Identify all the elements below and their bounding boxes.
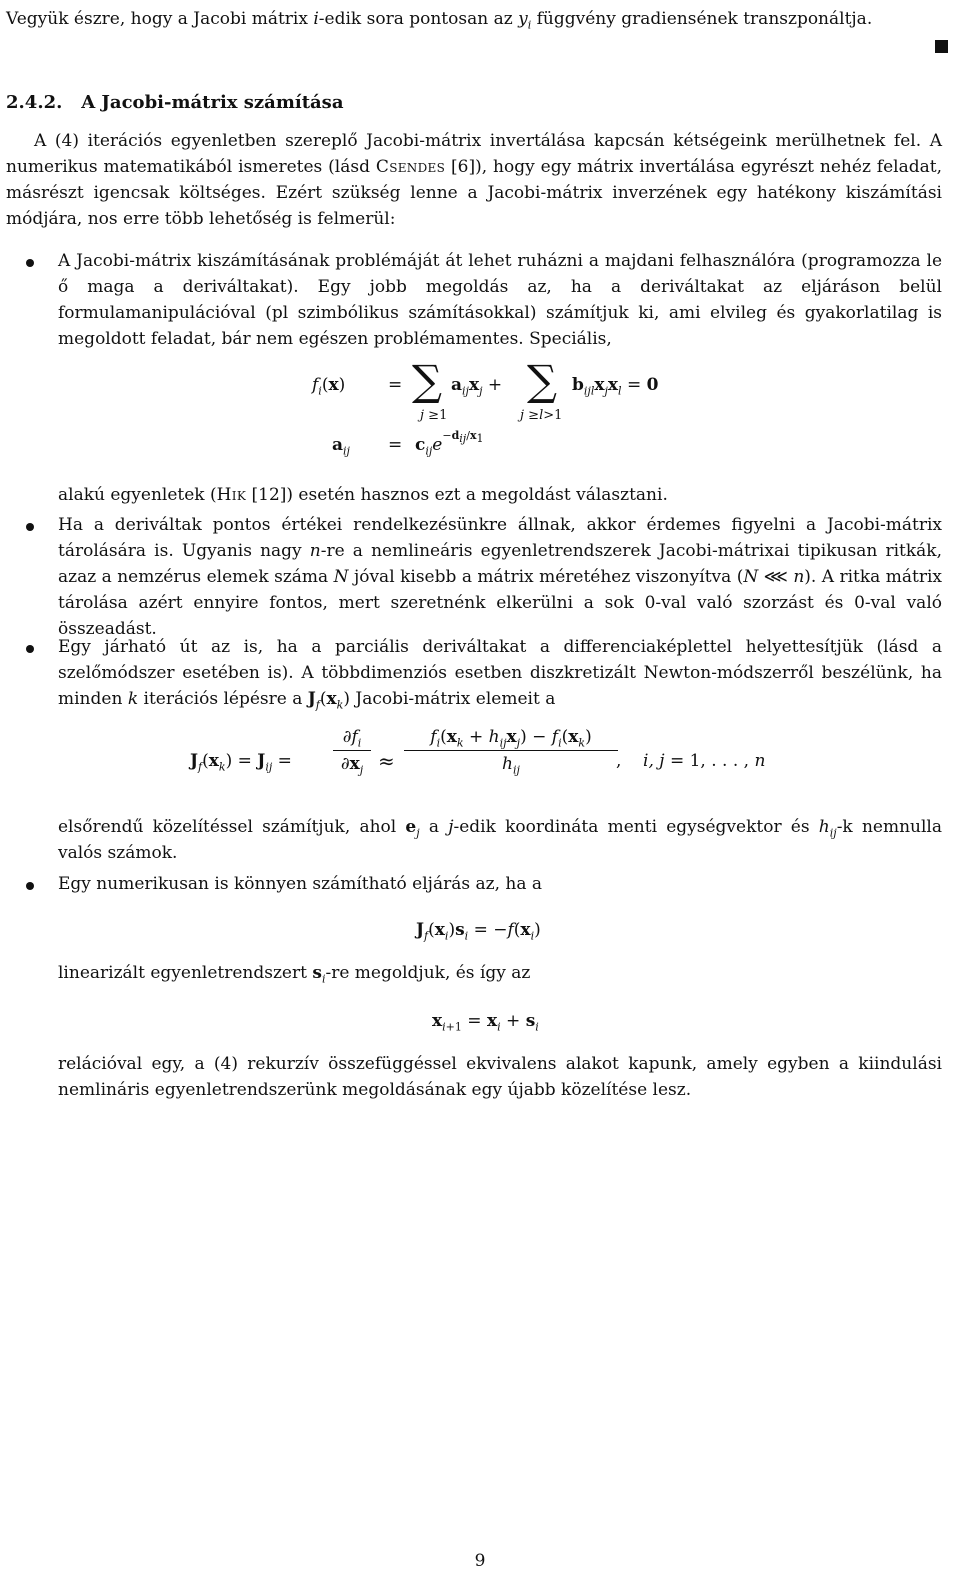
bullet-icon (26, 523, 34, 531)
eq-term-a: $a_{ij}x_j$ + (451, 375, 503, 398)
page-number: 9 (474, 1551, 486, 1571)
section-title: A Jacobi-mátrix számítása (81, 92, 344, 113)
sum-index-1: j ≥1 (420, 408, 448, 423)
eq-equals-1: = (388, 375, 403, 395)
eq-equals-2: = (388, 435, 403, 455)
equation-linear-system: $J_f(x_i)s_i = -f(x_i)$ (416, 920, 541, 943)
item4-after-a: linearizált egyenletrendszert (58, 963, 313, 983)
list-item-sparse-storage: Ha a deriváltak pontos értékei rendelkezésünkre állnak, akkor érdemes figyelni a Jacobi-mátrix tárolására is. Ugyanis nagy n-re a nemlineáris egyenletrendszerek Jacobi-mátrixai tipikusan ritkák, azaz a nemzérus elemek száma N jóval kisebb a mátrix méretéhez viszonyítva (N ⋘ n). A ritka mátrix tárolása azért ennyire fontos, mert szeretnénk elkerülni a sok 0-val való szorzást és 0-val való összeadást. (58, 515, 942, 639)
para1-text-b: [6]), hogy egy mátrix invertálása egyrészt nehéz feladat, másrészt igencsak költséges. Ezért szükség lenne a Jacobi-mátrix inverzének egy hatékony kiszámítási módjára, nos erre több lehetőség is felmerül: (6, 157, 942, 229)
item2-text-b: -re a nemlineáris egyenletrendszerek Jacobi-mátrixai tipikusan ritkák, azaz a nemzérus elemek száma (58, 541, 942, 587)
eq-partial-fraction: $\frac{\partial f_i}{\partial x_j}$ (333, 724, 371, 777)
section-heading (6, 90, 343, 116)
para1-text-a: A (4) iterációs egyenletben szereplő Jacobi-mátrix invertálása kapcsán kétségeink merülhetnek fel. A numerikus matematikából ismeretes (lásd (6, 131, 942, 177)
summation-icon: ∑ (527, 356, 557, 405)
eq-lhs-a: $a_{ij}$ (332, 435, 350, 458)
list-item-conclusion: relációval egy, a (4) rekurzív összefüggéssel ekvivalens alakot kapunk, amely egyben a kiindulási nemlináris egyenletrendszerünk megoldásának egy újabb közelítése lesz. (58, 1054, 942, 1100)
item1-after-text-a: alakú egyenletek ( (58, 485, 217, 505)
intro-sentence: Vegyük észre, hogy a Jacobi mátrix i-edik sora pontosan az $y_i$ függvény gradiensének transzponáltja. (6, 9, 873, 32)
eq-rhs-a: $c_{ij}e^{-d_{ij}/x_1}$ (415, 429, 484, 458)
item2-text-a: Ha a deriváltak pontos értékei rendelkezésünkre állnak, akkor érdemes figyelni a Jacobi-mátrix tárolására is. Ugyanis nagy (58, 515, 942, 561)
eq-term-b: $b_{ijl}x_jx_l = 0$ (572, 375, 659, 398)
equation-update: $x_{i+1} = x_i + s_i$ (432, 1011, 539, 1034)
item3-text-a: Egy járható út az is, ha a parciális deriváltakat a differenciaképlettel helyettesítjük (lásd a szelőmódszer esetében is). A többdimenziós esetben diszkretizált Newton-módszerről beszélünk, ha minden (58, 637, 942, 709)
list-item-continuation (58, 482, 942, 508)
item3-text-c: Jacobi-mátrix elemeit a (349, 689, 556, 709)
section-number: 2.4.2. (6, 92, 63, 113)
bullet-icon (26, 882, 34, 890)
list-item-formula-manipulation: A Jacobi-mátrix kiszámításának problémáját át lehet ruházni a majdani felhasználóra (programozza le ő maga a deriváltakat). Egy jobb megoldás az, ha a deriváltakat az eljáráson belül formulamanipulációval (pl szimbólikus számításokkal) számítjuk ki, ami elvileg és gyakorlatilag is megoldott feladat, bár nem egészen problémamentes. Speciális, (58, 251, 942, 349)
paragraph-intro (6, 128, 942, 232)
list-item-linearization: Egy numerikusan is könnyen számítható eljárás az, ha a (58, 874, 542, 894)
qed-square-icon (935, 40, 948, 53)
item3-after-d: -k nemnulla valós számok. (58, 817, 942, 863)
sum-index-2: j ≥l>1 (520, 408, 563, 423)
eq-lhs-f: $f_i(x)$ (312, 375, 346, 398)
eq-difference-fraction: $f_i(x_k + h_{ij}x_j) - f_i(x_k)$ $h_{ij}$ (404, 724, 618, 777)
item3-after-a: elsőrendű közelítéssel számítjuk, ahol (58, 817, 406, 837)
list-item-continuation: linearizált egyenletrendszert $s_i-re$ megoldjuk, és így az (58, 963, 531, 986)
item2-text-d: ). A ritka mátrix tárolása azért ennyire fontos, mert szeretnénk elkerülni a sok 0-val való szorzást és 0-val való összeadást. (58, 567, 942, 639)
item3-text-b: iterációs lépésre a (138, 689, 308, 709)
bullet-icon (26, 645, 34, 653)
bullet-icon (26, 259, 34, 267)
summation-icon: ∑ (412, 356, 442, 405)
citation-author-hik: Hik (216, 485, 247, 505)
eq-index-range: , i, j = 1, . . . , n (616, 751, 766, 771)
eq-approx: ≈ (378, 749, 395, 773)
item3-after-b: a (419, 817, 449, 837)
item4-after-b: -re megoldjuk, és így az (325, 963, 531, 983)
eq-jacobian-lhs: $J_f(x_k) = J_{ij}$ = (190, 751, 292, 774)
item1-after-text-b: [12]) esetén hasznos ezt a megoldást választani. (246, 485, 668, 505)
citation-author: Csendes (375, 157, 446, 177)
list-item-finite-difference: Egy járható út az is, ha a parciális deriváltakat a differenciaképlettel helyettesítjük (lásd a szelőmódszer esetében is). A többdimenziós esetben diszkretizált Newton-módszerről beszélünk, ha minden k iterációs lépésre a $J_f(x_k)$ Jacobi-mátrix elemeit a (58, 637, 942, 712)
item2-text-c: jóval kisebb a mátrix méretéhez viszonyítva ( (348, 567, 744, 587)
item3-after-c: -edik koordináta menti egységvektor és (453, 817, 819, 837)
list-item-continuation: elsőrendű közelítéssel számítjuk, ahol $e_j$ a j-edik koordináta menti egységvektor és $h_{ij}-k$ nemnulla valós számok. (58, 817, 942, 863)
